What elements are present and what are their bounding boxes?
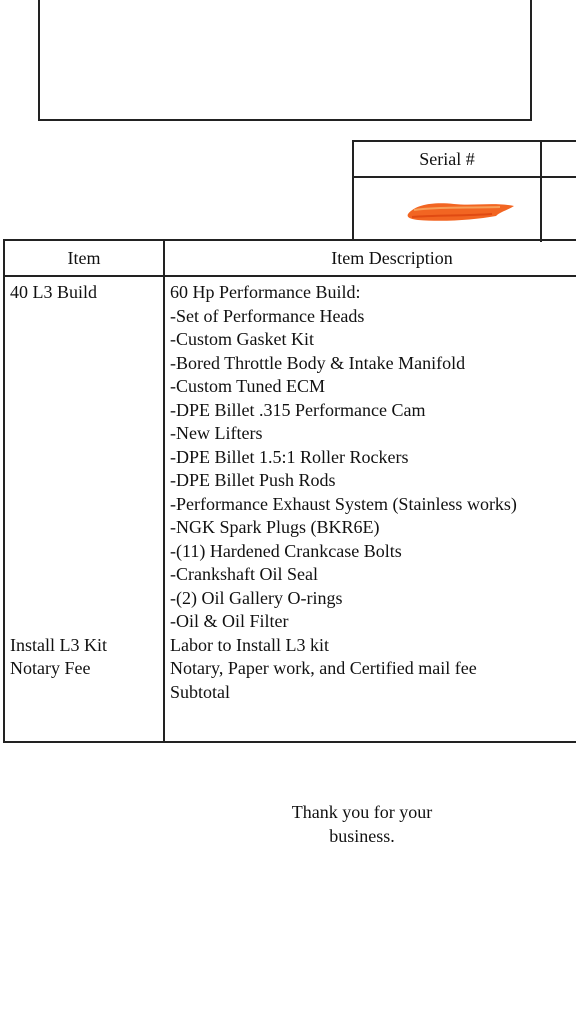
description-cell: -(2) Oil Gallery O-rings xyxy=(170,587,343,608)
description-cell: Labor to Install L3 kit xyxy=(170,634,329,655)
serial-table xyxy=(352,140,576,240)
invoice-table xyxy=(3,239,576,743)
item-cell xyxy=(10,469,160,493)
table-header-row xyxy=(5,241,576,277)
item-cell xyxy=(10,446,160,470)
item-cell xyxy=(10,375,160,399)
description-cell: -Crankshaft Oil Seal xyxy=(170,564,318,584)
item-cell xyxy=(10,328,160,352)
redaction-mark xyxy=(404,198,516,224)
description-cell: Notary, Paper work, and Certified mail fee xyxy=(170,658,477,678)
item-cell: Install L3 Kit xyxy=(10,634,107,655)
column-divider xyxy=(163,241,165,741)
thank-you-line-2: business. xyxy=(329,826,395,846)
item-cell xyxy=(10,563,160,587)
item-cell xyxy=(10,352,160,376)
column-header-item: Item xyxy=(67,248,101,268)
serial-header-extra-cell xyxy=(542,142,576,178)
description-cell: 60 Hp Performance Build: xyxy=(170,282,361,302)
item-cell xyxy=(10,540,160,564)
description-cell: -Oil & Oil Filter xyxy=(170,611,289,631)
item-column xyxy=(10,281,160,704)
description-column xyxy=(170,281,576,704)
item-cell xyxy=(10,422,160,446)
description-cell: -Set of Performance Heads xyxy=(170,305,365,326)
thank-you-note xyxy=(262,800,462,848)
serial-header: Serial # xyxy=(354,142,542,178)
description-cell: -NGK Spark Plugs (BKR6E) xyxy=(170,517,380,537)
description-cell: -New Lifters xyxy=(170,423,263,443)
item-cell: Notary Fee xyxy=(10,658,91,678)
item-cell xyxy=(10,399,160,423)
item-cell xyxy=(10,493,160,517)
column-header-description: Item Description xyxy=(331,248,453,268)
item-cell xyxy=(10,305,160,329)
description-cell: -Bored Throttle Body & Intake Manifold xyxy=(170,352,466,373)
address-box xyxy=(38,0,532,121)
description-cell: -DPE Billet .315 Performance Cam xyxy=(170,399,426,420)
item-cell xyxy=(10,587,160,611)
description-cell: -Custom Gasket Kit xyxy=(170,329,314,349)
description-cell: -Custom Tuned ECM xyxy=(170,376,326,396)
item-cell xyxy=(10,610,160,634)
serial-value-cell xyxy=(354,178,542,242)
item-cell: 40 L3 Build xyxy=(10,282,98,302)
item-cell xyxy=(10,516,160,540)
subtotal-label: Subtotal xyxy=(170,681,231,702)
description-cell: -DPE Billet 1.5:1 Roller Rockers xyxy=(170,446,409,467)
description-cell: -(11) Hardened Crankcase Bolts xyxy=(170,540,402,561)
item-cell xyxy=(10,681,160,705)
description-cell: -Performance Exhaust System (Stainless works) xyxy=(170,493,517,514)
thank-you-line-1: Thank you for your xyxy=(291,802,433,822)
description-cell: -DPE Billet Push Rods xyxy=(170,470,336,490)
